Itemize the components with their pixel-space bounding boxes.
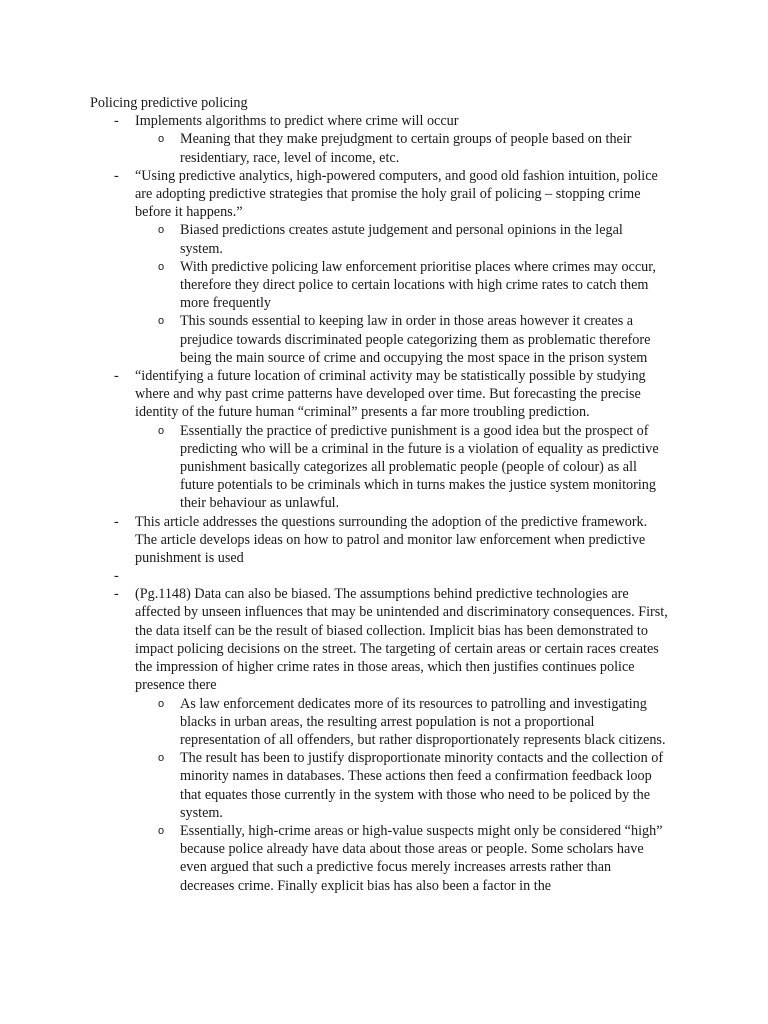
document-title: Policing predictive policing bbox=[90, 95, 248, 111]
circle-bullet-marker: o bbox=[158, 260, 165, 273]
sub-bullet-item bbox=[158, 749, 668, 822]
bullet-item bbox=[114, 112, 668, 167]
sub-bullet-text: As law enforcement dedicates more of its resources to patrolling and investigating blacks in urban areas, the resulting arrest population is not a proportional representation of all offenders, but rather disproportionately represents black citizens. bbox=[180, 695, 666, 748]
sub-bullet-text: The result has been to justify disproportionate minority contacts and the collection of minority names in databases. These actions then feed a confirmation feedback loop that equates those currently in the system with those who need to be policed by the system. bbox=[180, 750, 664, 821]
bullet-text: “identifying a future location of criminal activity may be statistically possible by studying where and why past crime patterns have developed over time. But forecasting the precise identity of the future human “criminal” presents a far more troubling prediction. bbox=[135, 368, 646, 421]
sub-bullet-text: Biased predictions creates astute judgement and personal opinions in the legal system. bbox=[180, 222, 623, 257]
dash-bullet-marker: - bbox=[114, 513, 119, 530]
sub-bullet-text: Meaning that they make prejudgment to certain groups of people based on their residentiary, race, level of income, etc. bbox=[180, 131, 632, 166]
dash-bullet-marker: - bbox=[114, 113, 119, 130]
sub-bullet-item bbox=[158, 822, 668, 895]
sub-bullet-list bbox=[135, 695, 668, 895]
dash-bullet-marker: - bbox=[114, 368, 119, 385]
sub-bullet-item bbox=[158, 695, 668, 750]
dash-bullet-marker: - bbox=[114, 568, 119, 585]
sub-bullet-text: Essentially the practice of predictive punishment is a good idea but the prospect of predicting who will be a criminal in the future is a violation of equality as predictive punishment basically categorizes all problematic people (people of colour) as all future potentials to be criminals which in turns makes the justice system monitoring their behaviour as unlawful. bbox=[180, 422, 659, 512]
bullet-item bbox=[114, 585, 668, 894]
circle-bullet-marker: o bbox=[158, 224, 165, 237]
bullet-item bbox=[114, 567, 668, 585]
sub-bullet-text: This sounds essential to keeping law in order in those areas however it creates a prejudice towards discriminated people categorizing them as problematic therefore being the main source of crime and occupying the most space in the prison system bbox=[180, 313, 651, 366]
sub-bullet-item bbox=[158, 221, 668, 257]
circle-bullet-marker: o bbox=[158, 752, 165, 765]
sub-bullet-item bbox=[158, 422, 668, 513]
bullet-text: This article addresses the questions surrounding the adoption of the predictive framework. The article develops ideas on how to patrol and monitor law enforcement when predictive punishment is used bbox=[135, 513, 648, 567]
sub-bullet-list bbox=[135, 422, 668, 513]
bullet-item bbox=[114, 513, 668, 568]
sub-bullet-list bbox=[135, 130, 668, 166]
circle-bullet-marker: o bbox=[158, 133, 165, 146]
sub-bullet-list bbox=[135, 221, 668, 367]
bullet-item bbox=[114, 367, 668, 513]
bullet-text: “Using predictive analytics, high-powered computers, and good old fashion intuition, police are adopting predictive strategies that promise the holy grail of policing – stopping crime before it happens.” bbox=[135, 167, 658, 221]
circle-bullet-marker: o bbox=[158, 315, 165, 328]
sub-bullet-text: With predictive policing law enforcement prioritise places where crimes may occur, therefore they direct police to certain locations with high crime rates to catch them more frequently bbox=[180, 258, 656, 312]
bullet-text: (Pg.1148) Data can also be biased. The assumptions behind predictive technologies are affected by unseen influences that may be unintended and discriminatory consequences. First, the data itself can be the result of biased collection. Implicit bias has been demonstrated to impact policing decisions on the street. The targeting of certain areas or certain races creates the impression of higher crime rates in those areas, which then justifies continues police presence there bbox=[135, 586, 668, 694]
sub-bullet-item bbox=[158, 312, 668, 367]
sub-bullet-text: Essentially, high-crime areas or high-value suspects might only be considered “high” because police already have data about those areas or people. Some scholars have even argued that such a predictive focus merely increases arrests rather than decreases crime. Finally explicit bias has also been a factor in the bbox=[180, 822, 663, 894]
circle-bullet-marker: o bbox=[158, 824, 165, 837]
main-bullet-list bbox=[90, 112, 668, 895]
sub-bullet-item bbox=[158, 258, 668, 313]
sub-bullet-item bbox=[158, 130, 668, 166]
bullet-text: Implements algorithms to predict where crime will occur bbox=[135, 113, 459, 130]
circle-bullet-marker: o bbox=[158, 697, 165, 710]
circle-bullet-marker: o bbox=[158, 424, 165, 437]
dash-bullet-marker: - bbox=[114, 586, 119, 603]
dash-bullet-marker: - bbox=[114, 167, 119, 184]
bullet-item bbox=[114, 167, 668, 367]
